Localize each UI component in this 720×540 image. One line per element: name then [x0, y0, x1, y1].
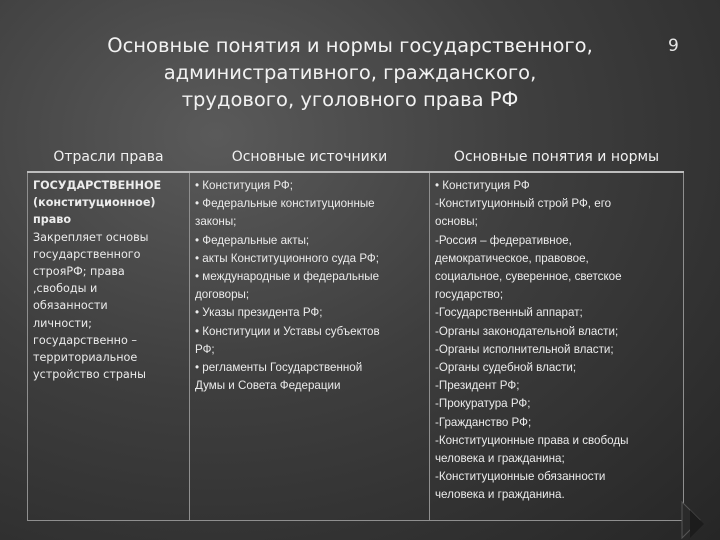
branch-title-line: право — [33, 213, 72, 227]
title-line: трудового, уголовного права РФ — [181, 88, 519, 111]
concepts-cell — [430, 172, 684, 521]
title-line: административного, гражданского, — [163, 61, 537, 84]
concept-line: -Конституционный строй РФ, его — [435, 197, 612, 211]
concept-line: человека и гражданина; — [435, 452, 565, 466]
concept-line: -Органы судебной власти; — [435, 361, 577, 375]
branch-text-line: устройство страны — [33, 368, 146, 382]
header-sources: Основные источники — [190, 143, 430, 172]
source-line: Думы и Совета Федерации — [195, 379, 341, 393]
source-line: • Указы президента РФ; — [195, 306, 323, 320]
concept-line: -Органы законодательной власти; — [435, 324, 619, 338]
concept-line: -Государственный аппарат; — [435, 306, 583, 320]
branch-title-line: ГОСУДАРСТВЕННОЕ — [33, 179, 162, 192]
source-line: • Конституции и Уставы субъектов — [195, 324, 380, 338]
source-line: договоры; — [195, 288, 250, 302]
source-line: • регламенты Государственной — [195, 361, 363, 375]
concept-line: -Президент РФ; — [435, 379, 520, 393]
concept-line: основы; — [435, 215, 478, 229]
concept-line: государство; — [435, 288, 504, 302]
branch-text-line: Закрепляет основы — [33, 230, 149, 244]
branch-title-line: (конституционное) — [33, 196, 156, 210]
header-concepts: Основные понятия и нормы — [430, 143, 684, 172]
concept-line: -Гражданство РФ; — [435, 415, 532, 429]
concept-line: -Россия – федеративное, — [435, 233, 572, 247]
concept-line: человека и гражданина. — [435, 488, 565, 502]
source-line: РФ; — [195, 342, 215, 356]
header-branches: Отрасли права — [28, 143, 190, 172]
branch-text-line: обязанности — [33, 299, 108, 313]
source-line: законы; — [195, 215, 237, 229]
table-header-row — [28, 143, 684, 172]
branch-text-line: строяРФ; права — [33, 265, 125, 279]
concept-line: -Органы исполнительной власти; — [435, 342, 614, 356]
page-number: 9 — [668, 36, 679, 56]
source-line: • Федеральные конституционные — [195, 197, 375, 211]
branch-text-line: государственно – — [33, 333, 137, 347]
branch-text-line: территориальное — [33, 351, 138, 365]
law-table — [27, 143, 684, 521]
branch-text-line: государственного — [33, 247, 141, 261]
concept-line: -Прокуратура РФ; — [435, 397, 531, 411]
sources-cell — [190, 172, 430, 521]
source-line: • Конституция РФ; — [195, 179, 293, 192]
slide-title — [70, 32, 630, 113]
source-line: • международные и федеральные — [195, 270, 380, 284]
table-row — [28, 172, 684, 521]
concept-line: -Конституционные права и свободы — [435, 433, 629, 447]
branch-text-line: личности; — [33, 316, 92, 330]
concept-line: -Конституционные обязанности — [435, 470, 606, 484]
title-line: Основные понятия и нормы государственного, — [107, 34, 593, 57]
source-line: • акты Конституционного суда РФ; — [195, 251, 379, 265]
concept-line: социальное, суверенное, светское — [435, 270, 622, 284]
concept-line: демократическое, правовое, — [435, 251, 589, 265]
branch-cell — [28, 172, 190, 521]
arrow-right-icon — [660, 480, 720, 540]
branch-text-line: ,свободы и — [33, 282, 98, 296]
concept-line: • Конституция РФ — [435, 179, 530, 192]
source-line: • Федеральные акты; — [195, 233, 310, 247]
